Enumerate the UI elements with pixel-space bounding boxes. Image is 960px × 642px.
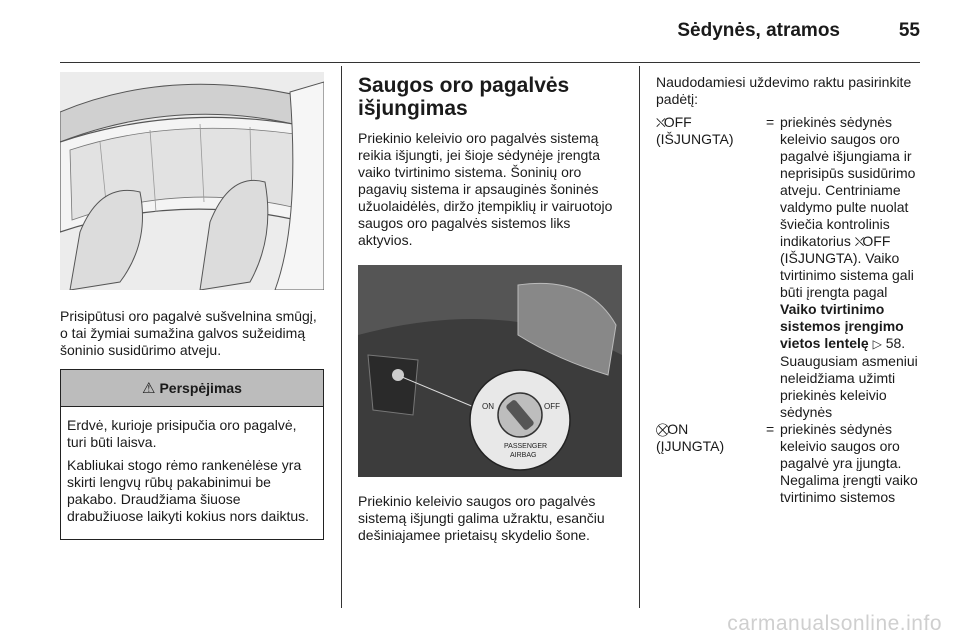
header-divider — [60, 62, 920, 63]
on-term-sub: (ĮJUNGTA) — [656, 438, 725, 454]
off-description: priekinės sėdynės keleivio saugos oro pagalvė išjungiama ir neprisipūs susidūrimo atveju. Centriniame valdymo pulte nuolat šviečia kontrolinis indikatorius ⛌OFF (IŠJUNGTA). Vaiko tvirtinimo sistema gali būti įrengta pagal Vaiko tvirtinimo sistemos įrengimo vietos lentelę ▷ 58. Suaugusiam asmeniui neleidžiama užimti priekinės keleivio sėdynės — [780, 114, 918, 420]
off-term: OFF — [663, 114, 692, 130]
child-seat-table-link[interactable]: Vaiko tvirtinimo sistemos įrengimo vietos lentelę — [780, 301, 904, 351]
warning-triangle-icon: ⚠ — [142, 379, 156, 397]
curtain-airbag-illustration — [60, 72, 324, 290]
switch-airbag-label: AIRBAG — [510, 452, 537, 459]
warning-paragraph-1: Erdvė, kurioje prisipučia oro pagalvė, turi būti laisva. — [67, 417, 297, 450]
airbag-off-indicator-icon: ⛌ — [854, 234, 863, 249]
warning-paragraph-2: Kabliukai stogo rėmo rankenėlėse yra skirti lengvų rūbų pakabinimui be pakabo. Draudžiama šiuose drabužiuose laikyti kokius nors daiktus. — [67, 457, 310, 524]
column-divider-1 — [341, 66, 342, 608]
equals-sign: = — [766, 114, 775, 130]
warning-title: Perspėjimas — [159, 379, 242, 396]
section-paragraph: Priekinio keleivio oro pagalvės sistemą reikia išjungti, jei šioje sėdynėje įrengta vaiko tvirtinimo sistema. Šoninių oro pagavių sistema ir apsauginės šoninės užuolaidėlės, diržo įtempiklių ir vairuotojo saugos oro pagalvės sistemos liks aktyvios. — [358, 130, 613, 248]
figure-caption: Prisipūtusi oro pagalvė sušvelnina smūgį, o tai žymiai sumažina galvos sužeidimą šoninio susidūrimo atveju. — [60, 308, 317, 358]
position-list — [656, 114, 920, 506]
page-header — [60, 0, 920, 66]
warning-body — [61, 407, 323, 539]
switch-passenger-label: PASSENGER — [504, 443, 548, 450]
position-off — [656, 114, 920, 421]
intro-text: Naudodamiesi uždevimo raktu pasirinkite padėtį: — [656, 74, 912, 107]
warning-header — [61, 370, 323, 407]
page-number: 55 — [898, 20, 920, 41]
switch-on-label: ON — [482, 402, 494, 411]
on-description: priekinės sėdynės keleivio saugos oro pagalvė yra įjungta. Negalima įrengti vaiko tvirtinimo sistemos — [780, 421, 918, 505]
column-1 — [60, 72, 324, 540]
page-title: Sėdynės, atramos — [677, 20, 840, 41]
section-title: Saugos oro pagalvės išjungimas — [358, 74, 570, 120]
on-term: ON — [667, 421, 689, 437]
page-reference-icon: ▷ — [872, 337, 882, 351]
watermark: carmanualsonline.info — [727, 612, 942, 635]
airbag-switch-illustration — [358, 265, 622, 477]
column-2 — [358, 74, 622, 544]
column-3 — [656, 74, 920, 506]
equals-sign: = — [766, 421, 775, 437]
position-on — [656, 421, 920, 506]
warning-box — [60, 369, 324, 540]
column-divider-2 — [639, 66, 640, 608]
switch-off-label: OFF — [544, 402, 560, 411]
figure-caption-2: Priekinio keleivio saugos oro pagalvės sistemą išjungti galima užraktu, esančiu dešiniajamee prietaisų skydelio šone. — [358, 493, 605, 543]
page-reference: 58. — [885, 335, 906, 351]
off-term-sub: (IŠJUNGTA) — [656, 131, 734, 147]
airbag-on-icon: ⛒ — [656, 422, 668, 437]
airbag-off-icon: ⛌ — [656, 115, 664, 130]
